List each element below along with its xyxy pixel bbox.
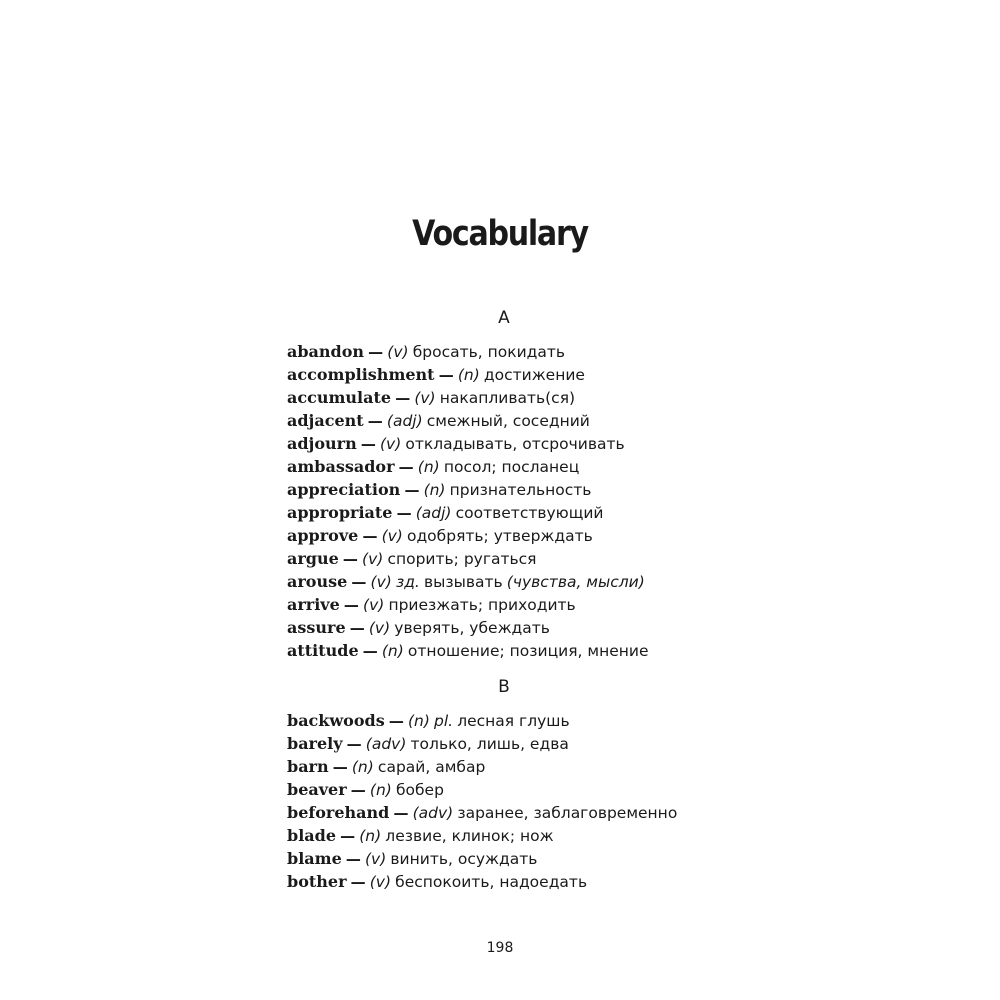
translation: уверять, убеждать <box>394 619 550 637</box>
translation: сарай, амбар <box>377 758 486 776</box>
translation: бобер <box>395 781 444 799</box>
part-of-speech: (v) <box>381 527 403 545</box>
headword: accomplishment <box>287 365 435 384</box>
headword: appropriate <box>287 503 393 522</box>
part-of-speech: (v) <box>414 389 436 407</box>
vocab-entry <box>287 340 747 363</box>
translation: соответствующий <box>455 504 604 522</box>
vocab-entry <box>287 801 747 824</box>
entry-dash: — <box>350 873 366 891</box>
headword: beforehand <box>287 803 390 822</box>
vocab-entry <box>287 570 747 593</box>
section-b <box>287 675 747 893</box>
headword: adjacent <box>287 411 364 430</box>
headword: adjourn <box>287 434 357 453</box>
part-of-speech: (n) <box>369 781 392 799</box>
vocab-entry <box>287 778 747 801</box>
vocab-entry <box>287 478 747 501</box>
entry-dash: — <box>438 366 454 384</box>
vocab-entry <box>287 524 747 547</box>
headword: abandon <box>287 342 365 361</box>
entry-dash: — <box>404 481 420 499</box>
page-number: 198 <box>486 940 514 956</box>
translation: винить, осуждать <box>390 850 538 868</box>
entry-dash: — <box>360 435 376 453</box>
headword: blame <box>287 849 342 868</box>
translation: достижение <box>483 366 585 384</box>
entry-list <box>287 340 747 662</box>
translation: беспокоить, надоедать <box>395 873 588 891</box>
vocab-entry <box>287 847 747 870</box>
translation: накапливать(ся) <box>439 389 576 407</box>
vocab-entry <box>287 501 747 524</box>
section-a <box>287 306 747 662</box>
vocab-entry <box>287 732 747 755</box>
vocab-entry <box>287 363 747 386</box>
entry-dash: — <box>398 458 414 476</box>
section-letter: B <box>498 677 510 697</box>
part-of-speech: (n) <box>407 712 430 730</box>
vocab-entry <box>287 824 747 847</box>
vocab-entry <box>287 870 747 893</box>
headword: arrive <box>287 595 340 614</box>
headword: approve <box>287 526 359 545</box>
translation: только, лишь, едва <box>410 735 569 753</box>
entry-dash: — <box>350 781 366 799</box>
headword: backwoods <box>287 711 385 730</box>
usage-note: pl. <box>434 712 454 730</box>
vocab-entry <box>287 386 747 409</box>
part-of-speech: (n) <box>359 827 382 845</box>
vocab-entry <box>287 455 747 478</box>
translation: заранее, заблаговременно <box>457 804 678 822</box>
headword: bother <box>287 872 347 891</box>
part-of-speech: (adv) <box>365 735 407 753</box>
translation: спорить; ругаться <box>387 550 537 568</box>
part-of-speech: (n) <box>351 758 374 776</box>
translation: вызывать <box>423 573 503 591</box>
entry-dash: — <box>351 573 367 591</box>
part-of-speech: (v) <box>363 596 385 614</box>
vocab-entry <box>287 709 747 732</box>
headword: appreciation <box>287 480 401 499</box>
translation: лесная глушь <box>457 712 570 730</box>
translation: лезвие, клинок; нож <box>385 827 554 845</box>
part-of-speech: (v) <box>369 873 392 891</box>
entry-dash: — <box>362 527 378 545</box>
translation: признательность <box>449 481 592 499</box>
translation: отношение; позиция, мнение <box>407 642 649 660</box>
headword: arouse <box>287 572 348 591</box>
entry-dash: — <box>396 504 412 522</box>
translation: смежный, соседний <box>426 412 590 430</box>
vocab-entry <box>287 409 747 432</box>
entry-dash: — <box>367 412 383 430</box>
part-of-speech: (v) <box>370 573 392 591</box>
entry-dash: — <box>345 850 361 868</box>
entry-dash: — <box>388 712 404 730</box>
vocab-entry <box>287 593 747 616</box>
entry-dash: — <box>368 343 384 361</box>
entry-dash: — <box>346 735 362 753</box>
entry-dash: — <box>349 619 365 637</box>
translation: посол; посланец <box>443 458 580 476</box>
part-of-speech: (v) <box>368 619 391 637</box>
vocab-entry <box>287 547 747 570</box>
headword: attitude <box>287 641 359 660</box>
part-of-speech: (adv) <box>412 804 454 822</box>
part-of-speech: (adj) <box>386 412 423 430</box>
headword: blade <box>287 826 336 845</box>
page-title: Vocabulary <box>412 214 588 254</box>
entry-dash: — <box>395 389 411 407</box>
usage-note: зд. <box>395 573 420 591</box>
part-of-speech: (n) <box>457 366 480 384</box>
vocab-entry <box>287 616 747 639</box>
part-of-speech: (n) <box>423 481 446 499</box>
entry-dash: — <box>340 827 356 845</box>
headword: beaver <box>287 780 347 799</box>
entry-dash: — <box>343 596 359 614</box>
entry-dash: — <box>393 804 409 822</box>
vocab-entry <box>287 639 747 662</box>
headword: accumulate <box>287 388 392 407</box>
headword: barn <box>287 757 329 776</box>
part-of-speech: (v) <box>362 550 384 568</box>
translation: откладывать, отсрочивать <box>405 435 625 453</box>
entry-dash: — <box>362 642 378 660</box>
vocab-entry <box>287 755 747 778</box>
headword: ambassador <box>287 457 395 476</box>
headword: barely <box>287 734 343 753</box>
part-of-speech: (v) <box>379 435 402 453</box>
entry-dash: — <box>342 550 358 568</box>
entry-list <box>287 709 747 893</box>
translation: бросать, покидать <box>412 343 566 361</box>
part-of-speech: (n) <box>381 642 404 660</box>
part-of-speech: (n) <box>417 458 440 476</box>
part-of-speech: (v) <box>365 850 387 868</box>
vocab-entry <box>287 432 747 455</box>
entry-dash: — <box>332 758 348 776</box>
headword: assure <box>287 618 346 637</box>
headword: argue <box>287 549 339 568</box>
translation: приезжать; приходить <box>388 596 576 614</box>
section-letter: A <box>498 308 510 328</box>
translation: одобрять; утверждать <box>406 527 593 545</box>
part-of-speech: (adj) <box>415 504 452 522</box>
part-of-speech: (v) <box>387 343 409 361</box>
translation-note: (чувства, мысли) <box>506 573 645 591</box>
